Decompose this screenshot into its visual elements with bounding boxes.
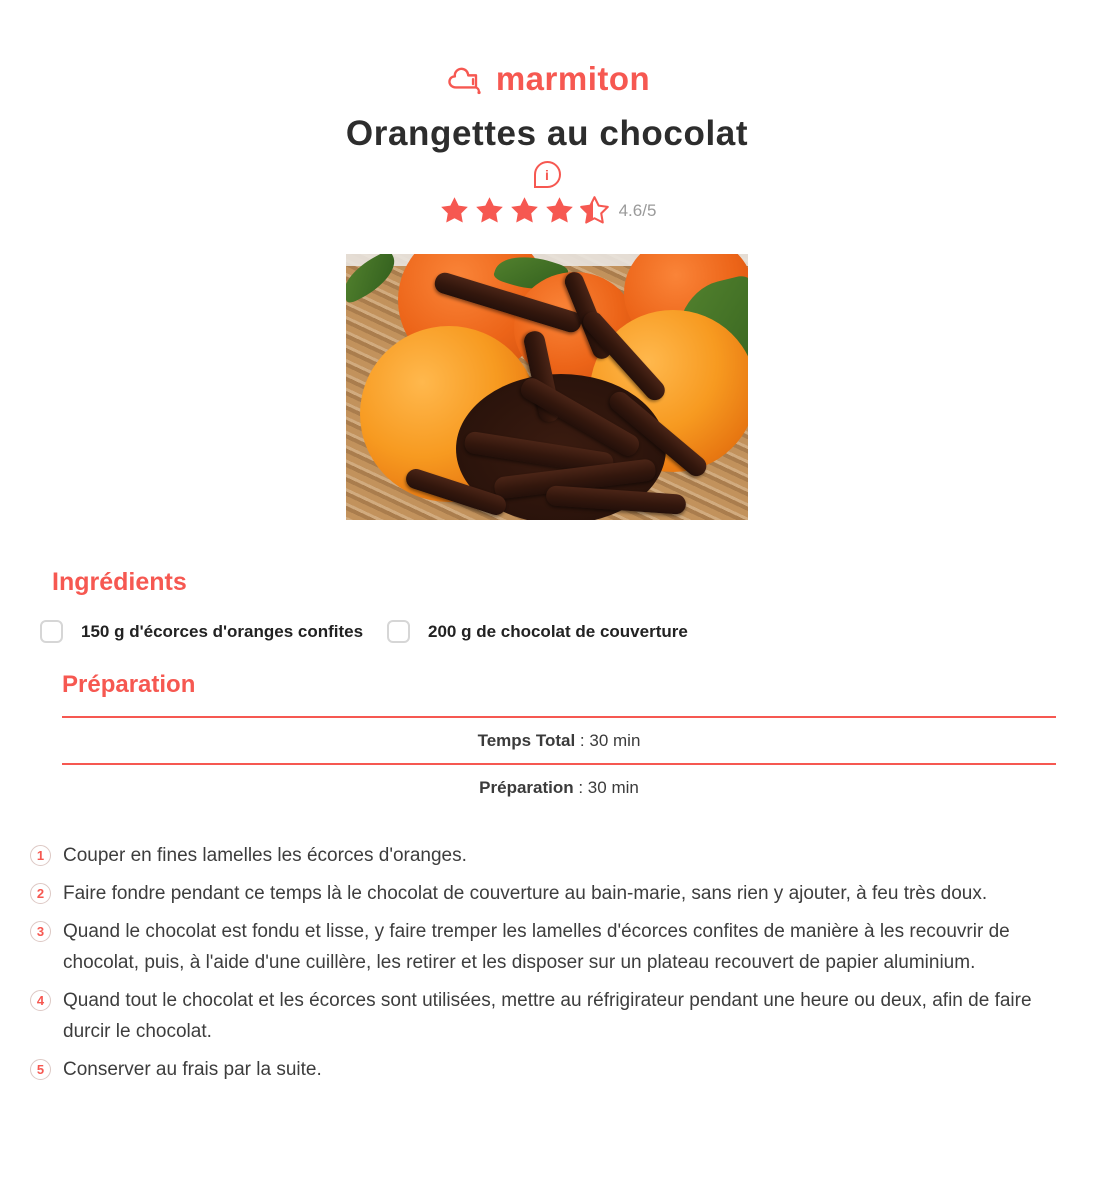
total-time-label: Temps Total bbox=[477, 731, 576, 750]
marmiton-logo[interactable] bbox=[444, 60, 650, 98]
total-time-value: : 30 min bbox=[575, 731, 641, 750]
step-text: Quand tout le chocolat et les écorces sont utilisées, mettre au réfrigirateur pendant une heure ou deux, afin de faire durcir le chocolat. bbox=[63, 990, 1032, 1042]
prep-time bbox=[62, 765, 1056, 810]
step-item bbox=[30, 878, 1056, 909]
prep-time-label: Préparation bbox=[479, 778, 574, 797]
ingredient-checkbox[interactable] bbox=[40, 620, 63, 643]
step-text: Conserver au frais par la suite. bbox=[63, 1059, 322, 1080]
preparation-steps bbox=[30, 840, 1056, 1085]
ingredient-item bbox=[40, 620, 387, 643]
preparation-section bbox=[62, 671, 1056, 810]
step-item bbox=[30, 985, 1056, 1047]
step-item bbox=[30, 1054, 1056, 1085]
preparation-heading: Préparation bbox=[62, 671, 196, 698]
rating-value: 4.6/5 bbox=[618, 200, 657, 220]
step-text: Couper en fines lamelles les écorces d'oranges. bbox=[63, 845, 467, 866]
step-text: Quand le chocolat est fondu et lisse, y faire tremper les lamelles d'écorces confites de manière à les recouvrir de chocolat, puis, à l'aide d'une cuillère, les retirer et les disposer sur un plateau recouvert de papier aluminium. bbox=[63, 921, 1010, 973]
step-number-badge: 5 bbox=[30, 1059, 51, 1080]
step-item bbox=[30, 840, 1056, 871]
step-number-badge: 3 bbox=[30, 921, 51, 942]
ingredient-checkbox[interactable] bbox=[387, 620, 410, 643]
ingredient-item bbox=[387, 620, 734, 643]
info-icon[interactable]: i bbox=[534, 161, 561, 188]
ingredients-list bbox=[40, 620, 1056, 643]
ingredients-heading: Ingrédients bbox=[52, 568, 187, 596]
ingredient-label[interactable]: 150 g d'écorces d'oranges confites bbox=[81, 621, 364, 641]
step-item bbox=[30, 916, 1056, 978]
step-number-badge: 1 bbox=[30, 845, 51, 866]
page-title: Orangettes au chocolat bbox=[345, 114, 749, 153]
step-text: Faire fondre pendant ce temps là le chocolat de couverture au bain-marie, sans rien y ajouter, à feu très doux. bbox=[63, 883, 988, 904]
star-rating-icons[interactable] bbox=[438, 195, 611, 226]
recipe-header bbox=[0, 0, 1094, 520]
prep-time-value: : 30 min bbox=[573, 778, 639, 797]
step-number-badge: 4 bbox=[30, 990, 51, 1011]
total-time bbox=[62, 718, 1056, 763]
recipe-photo bbox=[346, 254, 748, 520]
rating bbox=[0, 195, 1094, 226]
ingredients-section bbox=[52, 568, 1056, 643]
step-number-badge: 2 bbox=[30, 883, 51, 904]
ingredient-label[interactable]: 200 g de chocolat de couverture bbox=[428, 621, 688, 641]
marmiton-logo-text: marmiton bbox=[495, 60, 651, 97]
oven-mitt-icon bbox=[444, 61, 486, 97]
